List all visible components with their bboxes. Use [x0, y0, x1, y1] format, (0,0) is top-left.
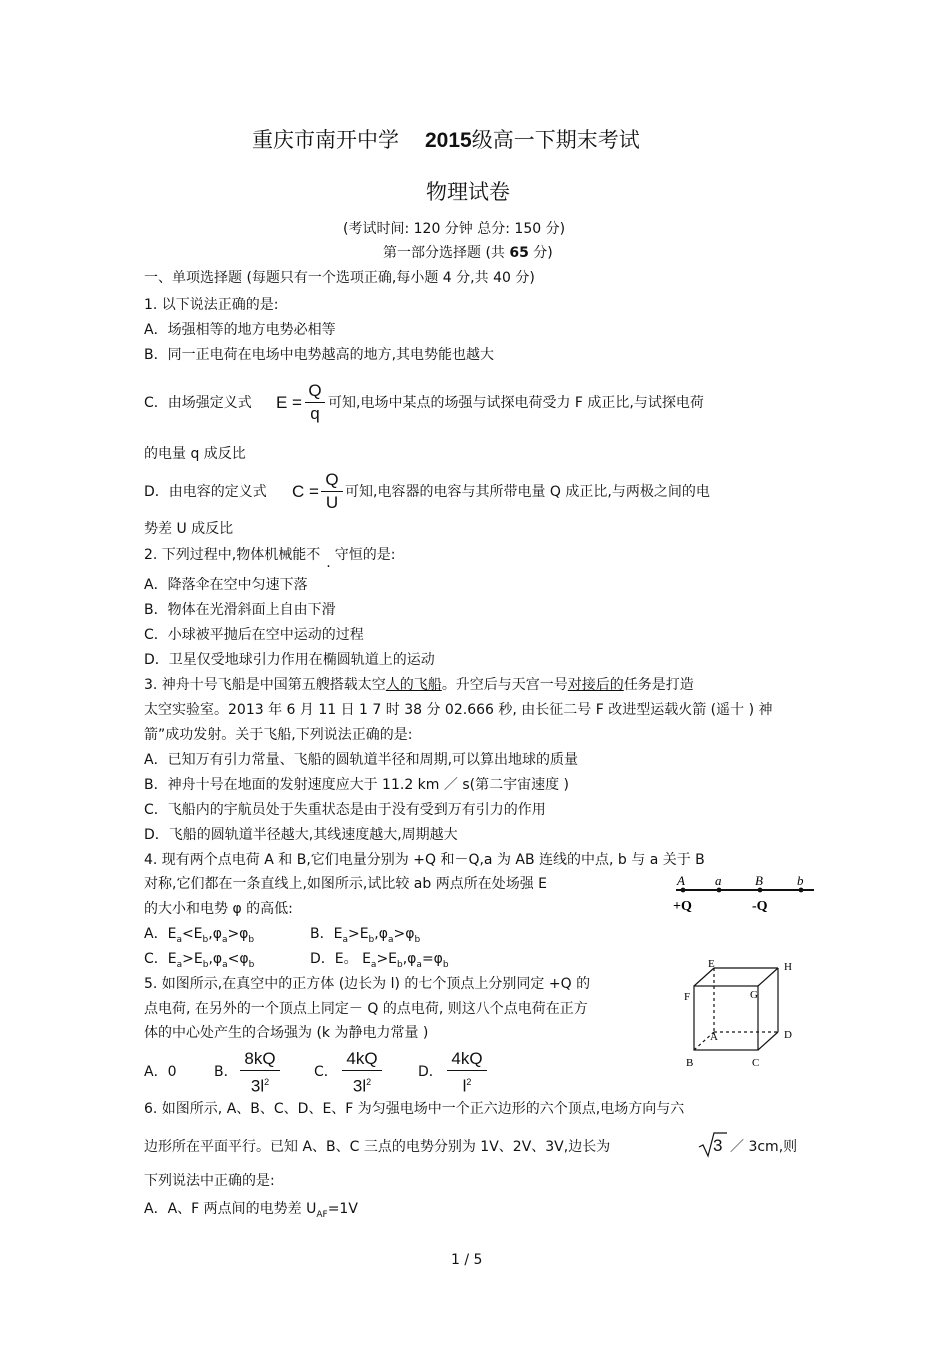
q1-c-numerator: Q	[308, 381, 322, 400]
q6-option-a: A．A、F 两点间的电势差 $U_{AF}=1V$	[144, 1201, 358, 1220]
q5-label-D: D	[784, 1029, 792, 1041]
q5-label-H: H	[784, 961, 792, 973]
q2-option-b: B．物体在光滑斜面上自由下滑	[144, 602, 336, 618]
q3-option-a: A．已知万有引力常量、飞船的圆轨道半径和周期,可以算出地球的质量	[144, 752, 579, 768]
q4-option-b: B．$E_a>E_b,\varphi_a>\varphi_b$	[310, 926, 421, 945]
part1-pre: 第一部分选择题 (共	[383, 245, 510, 261]
q4-label-B: B	[755, 873, 763, 888]
q3-option-c: C．飞船内的宇航员处于失重状态是由于没有受到万有引力的作用	[144, 802, 546, 818]
q4-option-d: D．E。 $E_a>E_b,\varphi_a=\varphi_b$	[310, 951, 449, 970]
q3-underline-1: 人的飞船	[385, 677, 442, 693]
q6-line3: 下列说法中正确的是:	[144, 1173, 275, 1189]
q1-option-c-rest: 可知,电场中某点的场强与试探电荷受力 F 成正比,与试探电荷	[328, 395, 704, 411]
q4-option-a: A．$E_a<E_b,\varphi_a>\varphi_b$	[144, 926, 255, 945]
q3-underline-2: 对接后的	[567, 677, 624, 693]
title-school: 重庆市南开中学	[252, 128, 399, 152]
q5-label-E: E	[708, 958, 715, 970]
q5-label-A: A	[710, 1031, 718, 1043]
q3-line3: 箭”成功发射。关于飞船,下列说法正确的是:	[144, 727, 413, 743]
q4-label-plus-q: +Q	[673, 899, 692, 914]
q5-cube-edge-fe	[694, 968, 714, 986]
q4-label-A: A	[677, 873, 685, 888]
q5-option-a: A．0	[144, 1064, 177, 1080]
q2-option-a: A．降落伞在空中匀速下落	[144, 577, 308, 593]
q3-line1-a: 3. 神舟十号飞船是中国第五艘搭载太空	[144, 677, 386, 693]
title-rest: 级高一下期末考试	[471, 128, 640, 152]
q1-d-formula-lhs: C =	[292, 482, 319, 501]
q3-option-b: B．神舟十号在地面的发射速度应大于 11.2 km ／ s(第二宇宙速度 )	[144, 777, 569, 793]
q5-d-fraction	[447, 1049, 487, 1097]
q3-line1-b: 。升空后与天宫一号	[441, 677, 568, 693]
q1-d-denominator: U	[325, 493, 339, 512]
q2-stem	[144, 547, 396, 571]
q2-option-d: D．卫星仅受地球引力作用在椭圆轨道上的运动	[144, 652, 435, 668]
q4-line2: 对称,它们都在一条直线上,如图所示,试比较 ab 两点所在处场强 E	[144, 876, 548, 892]
q1-d-numerator: Q	[325, 470, 339, 489]
q5-d-denominator: $l^2$	[462, 1076, 472, 1096]
q1-option-d-cont: 势差 U 成反比	[144, 521, 234, 537]
q2-stem-dot: .	[326, 555, 331, 571]
q2-stem-pre: 2. 下列过程中,物体机械能不	[144, 547, 321, 563]
page-number: 1 / 5	[451, 1252, 483, 1268]
q1-option-d-rest: 可知,电容器的电容与其所带电量 Q 成正比,与两极之间的电	[345, 484, 710, 500]
q5-c-fraction	[342, 1049, 382, 1097]
exam-title	[252, 128, 640, 153]
q3-option-d: D．飞船的圆轨道半径越大,其线速度越大,周期越大	[144, 827, 458, 843]
q5-b-fraction	[240, 1049, 280, 1097]
q1-option-b: B．同一正电荷在电场中电势越高的地方,其电势能也越大	[144, 347, 495, 363]
q1-c-denominator: q	[310, 404, 320, 423]
part1-post: 分)	[528, 245, 553, 261]
q4-charge-line-figure	[668, 870, 818, 918]
q4-label-a: a	[715, 873, 722, 888]
title-year: 2015	[425, 129, 472, 152]
q3-line1-c: 任务是打造	[623, 677, 694, 693]
q5-line1: 5. 如图所示,在真空中的正方体 (边长为 l) 的七个顶点上分别同定 +Q 的	[144, 976, 591, 992]
q4-label-b: b	[797, 873, 804, 888]
part1-heading	[383, 245, 553, 262]
q2-option-c: C．小球被平抛后在空中运动的过程	[144, 627, 364, 643]
q5-option-c: C．	[314, 1064, 338, 1080]
q2-stem-post: 守恒的是:	[334, 547, 396, 563]
part1-num: 65	[509, 245, 529, 261]
q4-point-b	[799, 888, 804, 893]
q5-label-B: B	[686, 1057, 694, 1069]
exam-subtitle: 物理试卷	[426, 180, 510, 204]
q5-cube-edge-cd	[758, 1032, 778, 1050]
q4-point-A	[681, 888, 686, 893]
q5-label-F: F	[684, 991, 691, 1003]
q5-c-denominator: $3l^2$	[352, 1076, 372, 1096]
q4-option-c: C．$E_a>E_b,\varphi_a<\varphi_b$	[144, 951, 255, 970]
q5-cube-front-face	[694, 986, 758, 1050]
q5-c-numerator: 4kQ	[346, 1049, 378, 1068]
q6-line2-rest: ／ 3cm,则	[730, 1139, 798, 1155]
q5-label-C: C	[752, 1057, 760, 1069]
q4-line3: 的大小和电势 φ 的高低:	[144, 901, 293, 917]
q1-option-c: C．由场强定义式	[144, 395, 252, 411]
q5-line2: 点电荷, 在另外的一个顶点上同定－ Q 的点电荷, 则这八个点电荷在正方	[144, 1001, 588, 1017]
q1-stem: 1. 以下说法正确的是:	[144, 297, 279, 313]
q5-cube-figure	[680, 958, 800, 1078]
q1-c-fraction	[305, 381, 325, 424]
q1-option-a: A．场强相等的地方电势必相等	[144, 322, 336, 338]
q5-cube-edge-gh	[758, 968, 778, 986]
q4-line1: 4. 现有两个点电荷 A 和 B,它们电量分别为 +Q 和－Q,a 为 AB 连线的中点, b 与 a 关于 B	[144, 852, 705, 868]
q4-label-minus-q: -Q	[752, 899, 768, 914]
q5-line3: 体的中心处产生的合场强为 (k 为静电力常量 )	[144, 1025, 429, 1041]
q5-d-numerator: 4kQ	[451, 1049, 483, 1068]
q6-sqrt-value: 3	[713, 1136, 723, 1155]
q1-option-d: D．由电容的定义式	[144, 484, 267, 500]
q3-line1	[144, 677, 694, 694]
exam-info: (考试时间: 120 分钟 总分: 150 分)	[343, 221, 566, 237]
q4-point-B	[758, 888, 763, 893]
q5-b-numerator: 8kQ	[244, 1049, 276, 1068]
q3-line2: 太空实验室。2013 年 6 月 11 日 1 7 时 38 分 02.666 秒, 由长征二号 F 改进型运载火箭 (遥十 ) 神	[144, 702, 773, 718]
q5-label-G: G	[750, 989, 758, 1001]
q1-c-formula-lhs: E =	[276, 393, 302, 412]
q1-d-fraction	[321, 470, 343, 513]
q6-line1: 6. 如图所示, A、B、C、D、E、F 为匀强电场中一个正六边形的六个顶点,电场方向与六	[144, 1101, 685, 1117]
section1-heading: 一、单项选择题 (每题只有一个选项正确,每小题 4 分,共 40 分)	[144, 270, 535, 286]
q5-option-b: B．	[214, 1064, 238, 1080]
q1-option-c-cont: 的电量 q 成反比	[144, 446, 246, 462]
q5-option-d: D．	[418, 1064, 443, 1080]
q4-point-a	[717, 888, 722, 893]
q5-b-denominator: $3l^2$	[250, 1076, 270, 1096]
q6-line2: 边形所在平面平行。已知 A、B、C 三点的电势分别为 1V、2V、3V,边长为	[144, 1139, 611, 1155]
